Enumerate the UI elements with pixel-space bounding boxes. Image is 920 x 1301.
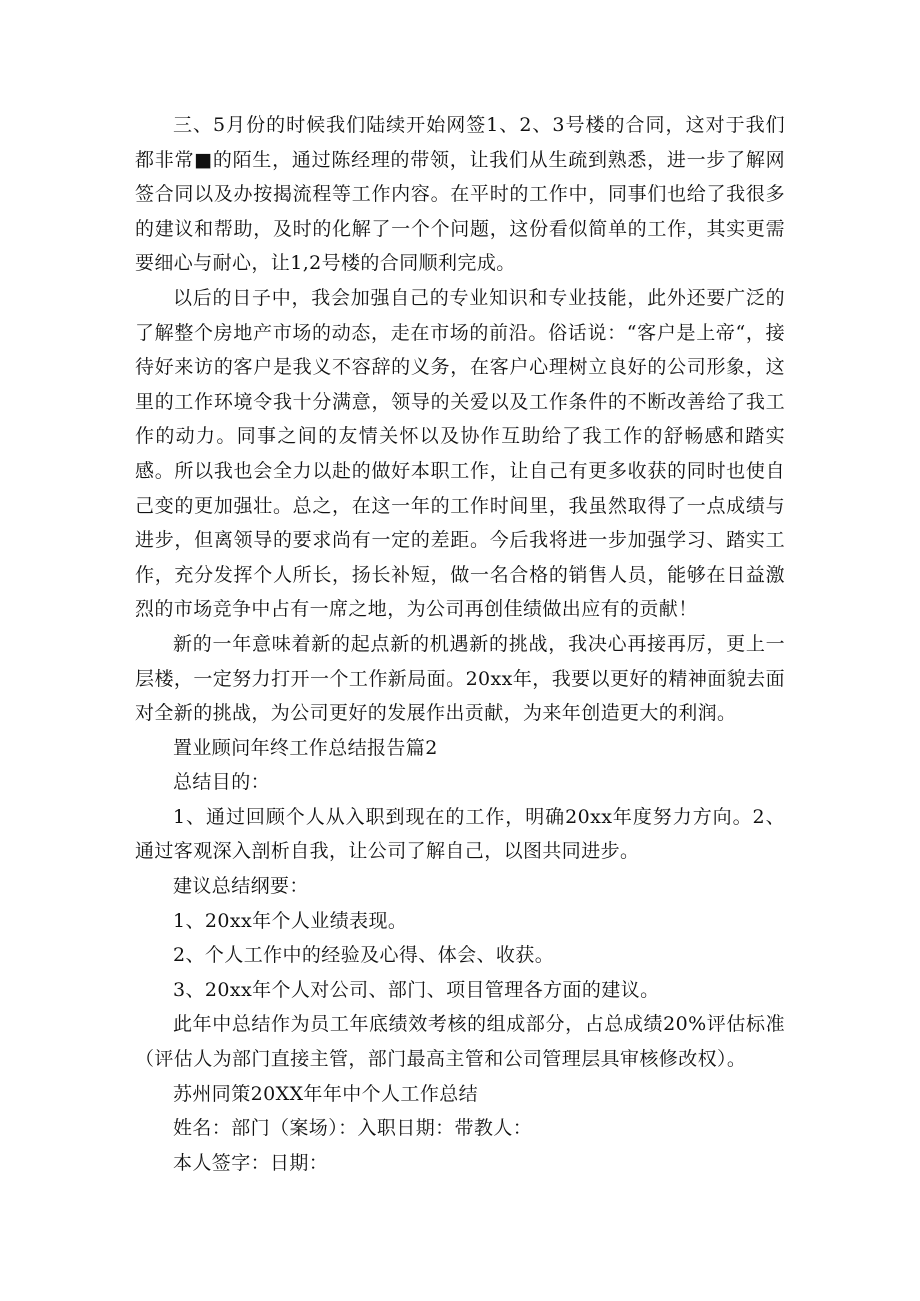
- summary-purpose-heading: 总结目的：: [173, 771, 271, 794]
- outline-heading: 建议总结纲要：: [173, 875, 309, 898]
- form-fields-signature: 本人签字：日期：: [173, 1151, 329, 1174]
- outline-item-2: 2、个人工作中的经验及心得、体会、收获。: [173, 944, 555, 967]
- paragraph-future-plans: 以后的日子中，我会加强自己的专业知识和专业技能，此外还要广泛的了解整个房地产市场的动态，走在市场的前沿。俗话说：“客户是上帝“，接待好来访的客户是我义不容辞的义务，在客户心理树立良好的公司形象，这里的工作环境令我十分满意，领导的关爱以及工作条件的不断改善给了我工作的动力。同事之间的友情关怀以及协作互助给了我工作的舒畅感和踏实感。所以我也会全力以赴的做好本职工作，让自己有更多收获的同时也使自己变的更加强壮。总之，在这一年的工作时间里，我虽然取得了一点成绩与进步，但离领导的要求尚有一定的差距。今后我将进一步加强学习、踏实工作，充分发挥个人所长，扬长补短，做一名合格的销售人员，能够在日益激烈的市场竞争中占有一席之地，为公司再创佳绩做出应有的贡献！: [135, 286, 785, 621]
- paragraph-contract-signing: 三、5月份的时候我们陆续开始网签1、2、3号楼的合同，这对于我们都非常■的陌生，通过陈经理的带领，让我们从生疏到熟悉，进一步了解网签合同以及办按揭流程等工作内容。在平时的工作中，同事们也给了我很多的建议和帮助，及时的化解了一个个问题，这份看似简单的工作，其实更需要细心与耐心，让1,2号楼的合同顺利完成。: [135, 114, 785, 275]
- form-fields-name: 姓名：部门（案场）：入职日期：带教人：: [173, 1117, 533, 1140]
- paragraph-new-year: 新的一年意味着新的起点新的机遇新的挑战，我决心再接再厉，更上一层楼，一定努力打开一个工作新局面。20xx年，我要以更好的精神面貌去面对全新的挑战，为公司更好的发展作出贡献，为来年创造更大的利润。: [135, 632, 785, 725]
- outline-item-3: 3、20xx年个人对公司、部门、项目管理各方面的建议。: [173, 978, 660, 1001]
- outline-item-1: 1、20xx年个人业绩表现。: [173, 909, 408, 932]
- form-title: 苏州同策20XX年年中个人工作总结: [173, 1082, 479, 1105]
- summary-purpose-text: 1、通过回顾个人从入职到现在的工作，明确20xx年度努力方向。2、通过客观深入剖析自我，让公司了解自己，以图共同进步。: [135, 805, 785, 863]
- section-heading-report-2: 置业顾问年终工作总结报告篇2: [173, 736, 438, 759]
- document-body: [135, 108, 785, 1180]
- evaluation-note: 此年中总结作为员工年底绩效考核的组成部分，占总成绩20%评估标准（评估人为部门直接主管，部门最高主管和公司管理层具审核修改权）。: [135, 1013, 785, 1071]
